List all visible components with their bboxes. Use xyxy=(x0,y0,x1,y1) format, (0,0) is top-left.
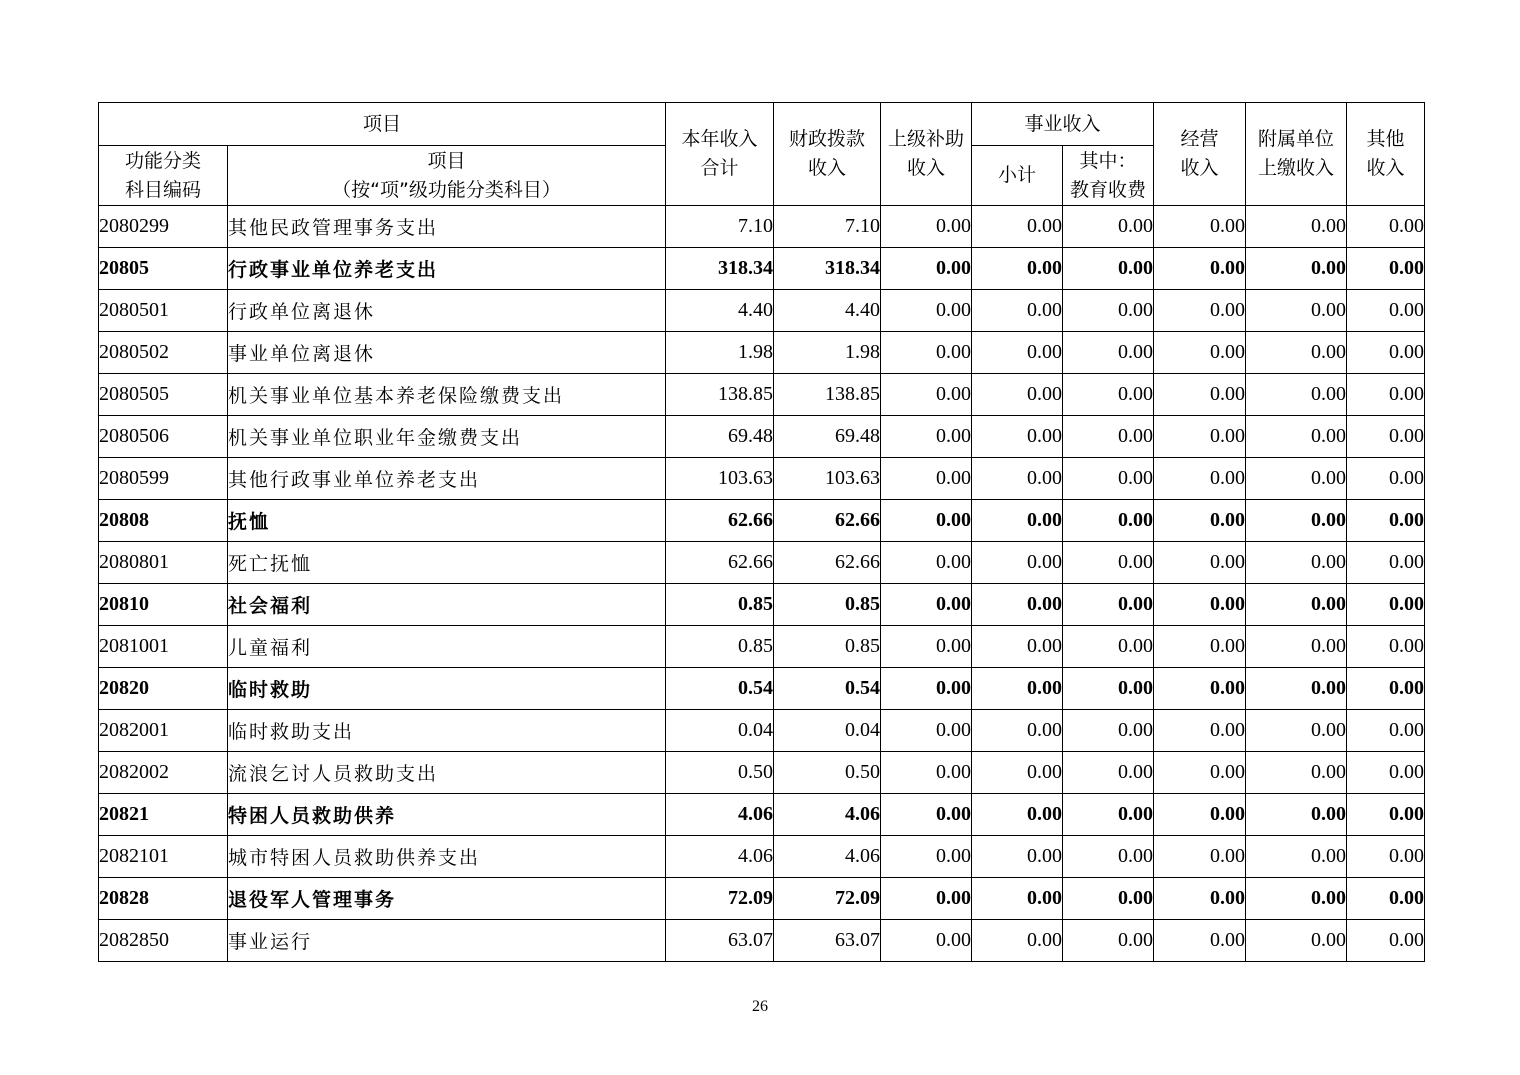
cell-business: 0.00 xyxy=(1154,584,1246,626)
cell-superior: 0.00 xyxy=(881,710,972,752)
cell-subtotal: 0.00 xyxy=(972,710,1063,752)
cell-fiscal: 1.98 xyxy=(774,332,881,374)
cell-fiscal: 138.85 xyxy=(774,374,881,416)
cell-affiliate: 0.00 xyxy=(1246,416,1347,458)
cell-other: 0.00 xyxy=(1347,458,1425,500)
cell-code: 20828 xyxy=(99,878,228,920)
cell-fiscal: 63.07 xyxy=(774,920,881,962)
cell-total: 0.04 xyxy=(666,710,774,752)
cell-edu: 0.00 xyxy=(1063,626,1154,668)
cell-subtotal: 0.00 xyxy=(972,206,1063,248)
cell-superior: 0.00 xyxy=(881,878,972,920)
table-row xyxy=(99,584,1425,626)
cell-name: 流浪乞讨人员救助支出 xyxy=(228,752,666,794)
cell-name: 行政单位离退休 xyxy=(228,290,666,332)
cell-business: 0.00 xyxy=(1154,920,1246,962)
cell-other: 0.00 xyxy=(1347,836,1425,878)
cell-superior: 0.00 xyxy=(881,332,972,374)
cell-code: 2080801 xyxy=(99,542,228,584)
cell-total: 1.98 xyxy=(666,332,774,374)
table-row xyxy=(99,836,1425,878)
cell-superior: 0.00 xyxy=(881,836,972,878)
cell-edu: 0.00 xyxy=(1063,248,1154,290)
cell-affiliate: 0.00 xyxy=(1246,332,1347,374)
cell-business: 0.00 xyxy=(1154,752,1246,794)
cell-total: 4.06 xyxy=(666,794,774,836)
header-business: 经营 收入 xyxy=(1154,103,1246,206)
table-row xyxy=(99,206,1425,248)
cell-fiscal: 0.85 xyxy=(774,626,881,668)
cell-subtotal: 0.00 xyxy=(972,332,1063,374)
cell-affiliate: 0.00 xyxy=(1246,500,1347,542)
cell-code: 2080599 xyxy=(99,458,228,500)
cell-business: 0.00 xyxy=(1154,878,1246,920)
cell-business: 0.00 xyxy=(1154,374,1246,416)
table-row xyxy=(99,458,1425,500)
cell-other: 0.00 xyxy=(1347,878,1425,920)
cell-fiscal: 4.06 xyxy=(774,836,881,878)
cell-code: 2081001 xyxy=(99,626,228,668)
cell-subtotal: 0.00 xyxy=(972,668,1063,710)
cell-fiscal: 0.50 xyxy=(774,752,881,794)
cell-total: 69.48 xyxy=(666,416,774,458)
cell-affiliate: 0.00 xyxy=(1246,290,1347,332)
cell-total: 62.66 xyxy=(666,542,774,584)
cell-affiliate: 0.00 xyxy=(1246,206,1347,248)
cell-business: 0.00 xyxy=(1154,206,1246,248)
cell-affiliate: 0.00 xyxy=(1246,920,1347,962)
cell-affiliate: 0.00 xyxy=(1246,584,1347,626)
cell-fiscal: 0.54 xyxy=(774,668,881,710)
cell-name: 机关事业单位职业年金缴费支出 xyxy=(228,416,666,458)
cell-other: 0.00 xyxy=(1347,668,1425,710)
cell-edu: 0.00 xyxy=(1063,206,1154,248)
cell-code: 2082850 xyxy=(99,920,228,962)
cell-other: 0.00 xyxy=(1347,248,1425,290)
cell-affiliate: 0.00 xyxy=(1246,542,1347,584)
cell-name: 其他民政管理事务支出 xyxy=(228,206,666,248)
cell-other: 0.00 xyxy=(1347,794,1425,836)
cell-total: 4.06 xyxy=(666,836,774,878)
cell-affiliate: 0.00 xyxy=(1246,374,1347,416)
cell-other: 0.00 xyxy=(1347,752,1425,794)
cell-name: 死亡抚恤 xyxy=(228,542,666,584)
cell-code: 2082101 xyxy=(99,836,228,878)
cell-affiliate: 0.00 xyxy=(1246,668,1347,710)
cell-superior: 0.00 xyxy=(881,290,972,332)
cell-total: 4.40 xyxy=(666,290,774,332)
cell-fiscal: 0.85 xyxy=(774,584,881,626)
cell-fiscal: 62.66 xyxy=(774,542,881,584)
cell-fiscal: 0.04 xyxy=(774,710,881,752)
table-row xyxy=(99,500,1425,542)
cell-fiscal: 72.09 xyxy=(774,878,881,920)
header-edu: 其中： 教育收费 xyxy=(1063,146,1154,206)
cell-code: 2080299 xyxy=(99,206,228,248)
cell-affiliate: 0.00 xyxy=(1246,878,1347,920)
cell-superior: 0.00 xyxy=(881,752,972,794)
cell-business: 0.00 xyxy=(1154,710,1246,752)
cell-subtotal: 0.00 xyxy=(972,248,1063,290)
table-row xyxy=(99,710,1425,752)
cell-superior: 0.00 xyxy=(881,206,972,248)
cell-superior: 0.00 xyxy=(881,668,972,710)
cell-other: 0.00 xyxy=(1347,710,1425,752)
cell-other: 0.00 xyxy=(1347,626,1425,668)
income-table xyxy=(98,102,1425,962)
cell-fiscal: 69.48 xyxy=(774,416,881,458)
header-fiscal: 财政拨款 收入 xyxy=(774,103,881,206)
cell-affiliate: 0.00 xyxy=(1246,248,1347,290)
cell-edu: 0.00 xyxy=(1063,752,1154,794)
cell-code: 20821 xyxy=(99,794,228,836)
cell-total: 318.34 xyxy=(666,248,774,290)
cell-business: 0.00 xyxy=(1154,416,1246,458)
cell-edu: 0.00 xyxy=(1063,878,1154,920)
cell-total: 103.63 xyxy=(666,458,774,500)
cell-name: 其他行政事业单位养老支出 xyxy=(228,458,666,500)
cell-subtotal: 0.00 xyxy=(972,794,1063,836)
cell-fiscal: 62.66 xyxy=(774,500,881,542)
header-affiliate: 附属单位 上缴收入 xyxy=(1246,103,1347,206)
cell-fiscal: 4.40 xyxy=(774,290,881,332)
cell-superior: 0.00 xyxy=(881,794,972,836)
cell-business: 0.00 xyxy=(1154,290,1246,332)
cell-superior: 0.00 xyxy=(881,542,972,584)
cell-subtotal: 0.00 xyxy=(972,626,1063,668)
cell-affiliate: 0.00 xyxy=(1246,458,1347,500)
cell-other: 0.00 xyxy=(1347,584,1425,626)
cell-fiscal: 7.10 xyxy=(774,206,881,248)
cell-total: 138.85 xyxy=(666,374,774,416)
cell-business: 0.00 xyxy=(1154,836,1246,878)
cell-other: 0.00 xyxy=(1347,542,1425,584)
cell-affiliate: 0.00 xyxy=(1246,794,1347,836)
table-row xyxy=(99,248,1425,290)
cell-name: 儿童福利 xyxy=(228,626,666,668)
table-row xyxy=(99,416,1425,458)
cell-affiliate: 0.00 xyxy=(1246,836,1347,878)
page-number: 26 xyxy=(752,998,768,1015)
cell-name: 机关事业单位基本养老保险缴费支出 xyxy=(228,374,666,416)
table-row xyxy=(99,794,1425,836)
cell-fiscal: 4.06 xyxy=(774,794,881,836)
cell-edu: 0.00 xyxy=(1063,290,1154,332)
cell-edu: 0.00 xyxy=(1063,920,1154,962)
cell-name: 特困人员救助供养 xyxy=(228,794,666,836)
cell-total: 0.54 xyxy=(666,668,774,710)
cell-subtotal: 0.00 xyxy=(972,878,1063,920)
cell-other: 0.00 xyxy=(1347,374,1425,416)
cell-name: 临时救助支出 xyxy=(228,710,666,752)
cell-name: 退役军人管理事务 xyxy=(228,878,666,920)
cell-edu: 0.00 xyxy=(1063,458,1154,500)
cell-code: 2080501 xyxy=(99,290,228,332)
cell-code: 2080502 xyxy=(99,332,228,374)
cell-edu: 0.00 xyxy=(1063,500,1154,542)
cell-business: 0.00 xyxy=(1154,248,1246,290)
table-row xyxy=(99,668,1425,710)
cell-other: 0.00 xyxy=(1347,290,1425,332)
cell-edu: 0.00 xyxy=(1063,542,1154,584)
cell-code: 2082001 xyxy=(99,710,228,752)
cell-edu: 0.00 xyxy=(1063,710,1154,752)
cell-subtotal: 0.00 xyxy=(972,458,1063,500)
cell-edu: 0.00 xyxy=(1063,332,1154,374)
table-row xyxy=(99,290,1425,332)
cell-code: 20820 xyxy=(99,668,228,710)
cell-total: 72.09 xyxy=(666,878,774,920)
cell-affiliate: 0.00 xyxy=(1246,626,1347,668)
cell-business: 0.00 xyxy=(1154,668,1246,710)
cell-name: 事业单位离退休 xyxy=(228,332,666,374)
cell-business: 0.00 xyxy=(1154,626,1246,668)
header-name: 项目 （按“项”级功能分类科目） xyxy=(228,146,666,206)
cell-subtotal: 0.00 xyxy=(972,920,1063,962)
cell-affiliate: 0.00 xyxy=(1246,752,1347,794)
cell-total: 62.66 xyxy=(666,500,774,542)
cell-edu: 0.00 xyxy=(1063,836,1154,878)
cell-code: 2080505 xyxy=(99,374,228,416)
cell-code: 20810 xyxy=(99,584,228,626)
table-row xyxy=(99,752,1425,794)
table-row xyxy=(99,920,1425,962)
cell-total: 0.50 xyxy=(666,752,774,794)
header-subtotal: 小计 xyxy=(972,146,1063,206)
cell-total: 0.85 xyxy=(666,626,774,668)
cell-code: 2082002 xyxy=(99,752,228,794)
cell-superior: 0.00 xyxy=(881,626,972,668)
cell-subtotal: 0.00 xyxy=(972,752,1063,794)
cell-superior: 0.00 xyxy=(881,458,972,500)
cell-superior: 0.00 xyxy=(881,374,972,416)
cell-total: 63.07 xyxy=(666,920,774,962)
cell-name: 抚恤 xyxy=(228,500,666,542)
cell-superior: 0.00 xyxy=(881,416,972,458)
table-row xyxy=(99,626,1425,668)
header-total: 本年收入 合计 xyxy=(666,103,774,206)
cell-total: 0.85 xyxy=(666,584,774,626)
cell-code: 20808 xyxy=(99,500,228,542)
table-row xyxy=(99,332,1425,374)
cell-superior: 0.00 xyxy=(881,584,972,626)
cell-superior: 0.00 xyxy=(881,920,972,962)
cell-code: 20805 xyxy=(99,248,228,290)
table-row xyxy=(99,374,1425,416)
cell-code: 2080506 xyxy=(99,416,228,458)
cell-total: 7.10 xyxy=(666,206,774,248)
cell-edu: 0.00 xyxy=(1063,374,1154,416)
cell-fiscal: 318.34 xyxy=(774,248,881,290)
header-xiangmu: 项目 xyxy=(99,103,666,146)
cell-edu: 0.00 xyxy=(1063,668,1154,710)
cell-subtotal: 0.00 xyxy=(972,290,1063,332)
cell-other: 0.00 xyxy=(1347,332,1425,374)
header-other: 其他 收入 xyxy=(1347,103,1425,206)
table-row xyxy=(99,542,1425,584)
cell-superior: 0.00 xyxy=(881,500,972,542)
cell-superior: 0.00 xyxy=(881,248,972,290)
cell-name: 临时救助 xyxy=(228,668,666,710)
cell-other: 0.00 xyxy=(1347,920,1425,962)
cell-subtotal: 0.00 xyxy=(972,500,1063,542)
cell-edu: 0.00 xyxy=(1063,416,1154,458)
cell-business: 0.00 xyxy=(1154,458,1246,500)
cell-subtotal: 0.00 xyxy=(972,542,1063,584)
header-career: 事业收入 xyxy=(972,103,1154,146)
cell-name: 城市特困人员救助供养支出 xyxy=(228,836,666,878)
cell-subtotal: 0.00 xyxy=(972,836,1063,878)
cell-fiscal: 103.63 xyxy=(774,458,881,500)
cell-name: 社会福利 xyxy=(228,584,666,626)
cell-subtotal: 0.00 xyxy=(972,416,1063,458)
cell-edu: 0.00 xyxy=(1063,794,1154,836)
cell-name: 行政事业单位养老支出 xyxy=(228,248,666,290)
table-row xyxy=(99,878,1425,920)
header-code: 功能分类 科目编码 xyxy=(99,146,228,206)
cell-business: 0.00 xyxy=(1154,500,1246,542)
cell-business: 0.00 xyxy=(1154,332,1246,374)
cell-business: 0.00 xyxy=(1154,542,1246,584)
cell-business: 0.00 xyxy=(1154,794,1246,836)
cell-affiliate: 0.00 xyxy=(1246,710,1347,752)
cell-other: 0.00 xyxy=(1347,206,1425,248)
cell-name: 事业运行 xyxy=(228,920,666,962)
cell-other: 0.00 xyxy=(1347,416,1425,458)
cell-other: 0.00 xyxy=(1347,500,1425,542)
header-superior: 上级补助 收入 xyxy=(881,103,972,206)
cell-edu: 0.00 xyxy=(1063,584,1154,626)
cell-subtotal: 0.00 xyxy=(972,584,1063,626)
cell-subtotal: 0.00 xyxy=(972,374,1063,416)
